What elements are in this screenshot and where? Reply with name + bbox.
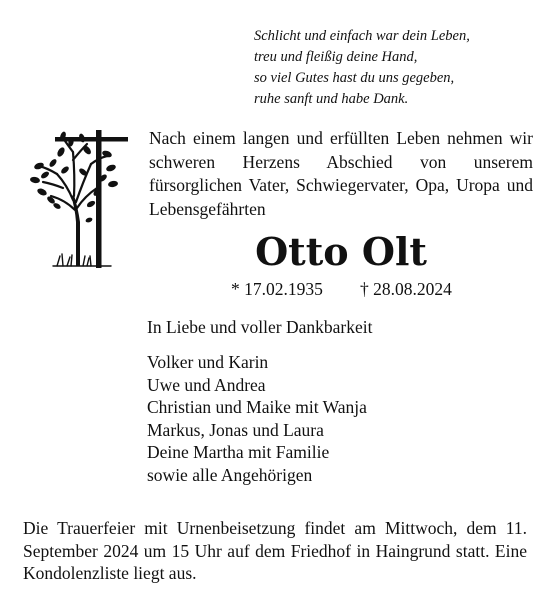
mourner-line: Christian und Maike mit Wanja: [147, 397, 367, 417]
poem-line: treu und fleißig deine Hand,: [254, 49, 418, 65]
mourner-line: Markus, Jonas und Laura: [147, 419, 324, 440]
funeral-notice: Die Trauerfeier mit Urnenbeisetzung findet am Mittwoch, dem 11. September 2024 um 15 Uhr auf dem Friedhof in Haingrund statt. Eine Kondolenzliste liegt aus.: [23, 518, 527, 583]
cross-tree-icon: [27, 130, 137, 270]
dedication: In Liebe und voller Dankbarkeit: [147, 317, 373, 337]
mourner-line: Uwe und Andrea: [147, 374, 266, 395]
mourner-line: sowie alle Angehörigen: [147, 464, 313, 485]
poem-line: Schlicht und einfach war dein Leben,: [254, 28, 470, 44]
life-dates: [0, 279, 550, 303]
mourner-line: Volker und Karin: [147, 352, 269, 372]
birth-date: * 17.02.1935: [231, 279, 323, 299]
deceased-name: Otto Olt: [255, 229, 427, 274]
intro-text: Nach einem langen und erfüllten Leben nehmen wir schweren Herzens Abschied von unserem fürsorglichen Vater, Schwiegervater, Opa, Uropa und Lebensgefährten: [149, 128, 533, 219]
poem: [254, 26, 534, 110]
mourner-line: Deine Martha mit Familie: [147, 442, 330, 462]
mourners-list: [147, 351, 367, 486]
poem-line: so viel Gutes hast du uns gegeben,: [254, 70, 455, 86]
death-date: † 28.08.2024: [360, 279, 452, 299]
poem-line: ruhe sanft und habe Dank.: [254, 91, 409, 107]
